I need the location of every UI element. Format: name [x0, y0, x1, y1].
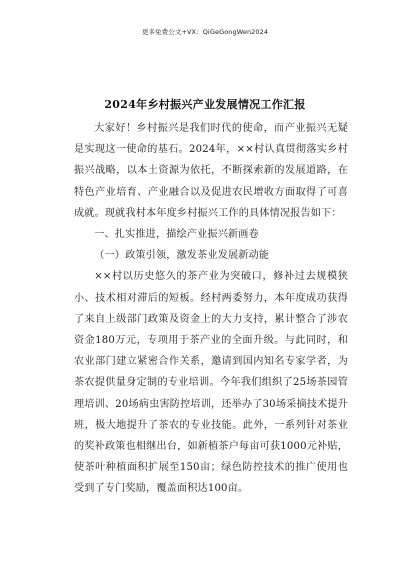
document-body: [74, 118, 348, 500]
body-paragraph: ××村以历史悠久的茶产业为突破口，修补过去规模狭小、技术相对滞后的短板。经村两委努力，本年度成功获得了来自上级部门政策及资金上的大力支持，累计整合了涉农资金180万元，专项用于茶产业的全面升级。与此同时，和农业部门建立紧密合作关系，邀请到国内知名专家学者，为茶农提供量身定制的专业培训。今年我们组织了25场茶园管理培训、20场病虫害防控培训，还举办了30场采摘技术提升班，极大地提升了茶农的专业技能。此外，一系列针对茶业的奖补政策也相继出台，如新植茶户每亩可获1000元补贴，使茶叶种植面积扩展至150亩；绿色防控技术的推广使用也受到了专门奖励，覆盖面积达100亩。: [74, 271, 348, 495]
header-note: 更多免费公文+VX：QiGeGongWen2024: [141, 28, 269, 36]
subsection-heading: （一）政策引领，激发茶业发展新动能: [94, 250, 270, 262]
section-heading: 一、扎实推进，描绘产业振兴新画卷: [94, 229, 259, 241]
document-title: 2024年乡村振兴产业发展情况工作汇报: [104, 98, 306, 111]
intro-paragraph: 大家好！乡村振兴是我们时代的使命，而产业振兴无疑是实现这一使命的基石。2024年，××村认真贯彻落实乡村振兴战略，以本土资源为依托，不断探索新的发展道路，在特色产业培育、产业融合以及促进农民增收方面取得了可喜成就。现就我村本年度乡村振兴工作的具体情况报告如下：: [74, 123, 348, 219]
